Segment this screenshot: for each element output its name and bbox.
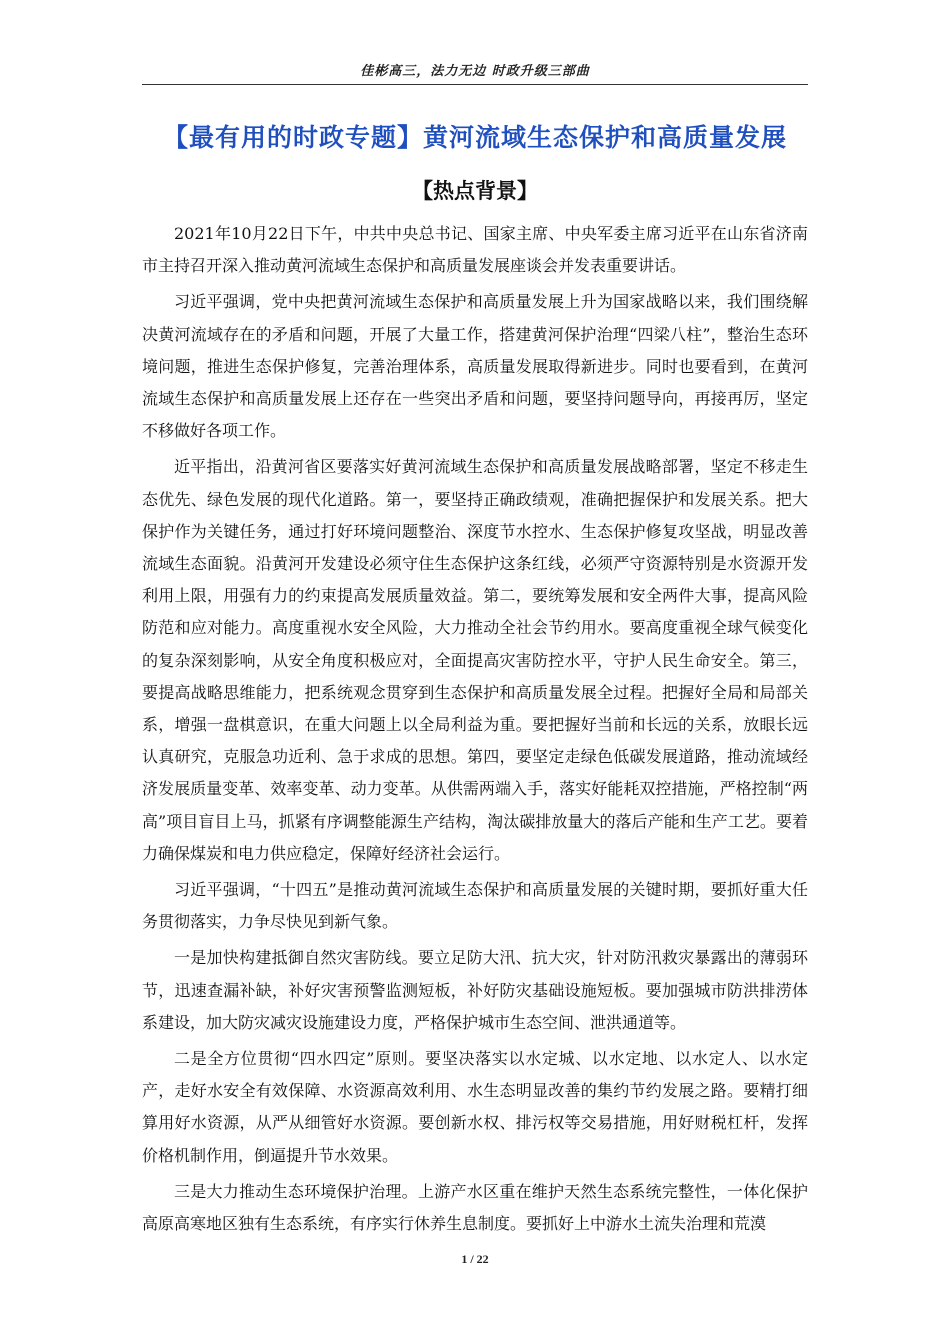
paragraph: 近平指出，沿黄河省区要落实好黄河流域生态保护和高质量发展战略部署，坚定不移走生态优先、绿色发展的现代化道路。第一，要坚持正确政绩观，准确把握保护和发展关系。把大保护作为关键任务，通过打好环境问题整治、深度节水控水、生态保护修复攻坚战，明显改善流域生态面貌。沿黄河开发建设必须守住生态保护这条红线，必须严守资源特别是水资源开发利用上限，用强有力的约束提高发展质量效益。第二，要统筹发展和安全两件大事，提高风险防范和应对能力。高度重视水安全风险，大力推动全社会节约用水。要高度重视全球气候变化的复杂深刻影响，从安全角度积极应对，全面提高灾害防控水平，守护人民生命安全。第三，要提高战略思维能力，把系统观念贯穿到生态保护和高质量发展全过程。把握好全局和局部关系，增强一盘棋意识，在重大问题上以全局利益为重。要把握好当前和长远的关系，放眼长远认真研究，克服急功近利、急于求成的思想。第四，要坚定走绿色低碳发展道路，推动流域经济发展质量变革、效率变革、动力变革。从供需两端入手，落实好能耗双控措施，严格控制“两高”项目盲目上马，抓紧有序调整能源生产结构，淘汰碳排放量大的落后产能和生产工艺。要着力确保煤炭和电力供应稳定，保障好经济社会运行。	[142, 457, 808, 863]
document-body	[142, 218, 808, 1244]
paragraph: 习近平强调，党中央把黄河流域生态保护和高质量发展上升为国家战略以来，我们围绕解决黄河流域存在的矛盾和问题，开展了大量工作，搭建黄河保护治理“四梁八柱”，整治生态环境问题，推进生态保护修复，完善治理体系，高质量发展取得新进步。同时也要看到，在黄河流域生态保护和高质量发展上还存在一些突出矛盾和问题，要坚持问题导向，再接再厉，坚定不移做好各项工作。	[142, 292, 808, 441]
paragraph: 二是全方位贯彻“四水四定”原则。要坚决落实以水定城、以水定地、以水定人、以水定产，走好水安全有效保障、水资源高效利用、水生态明显改善的集约节约发展之路。要精打细算用好水资源，从严从细管好水资源。要创新水权、排污权等交易措施，用好财税杠杆，发挥价格机制作用，倒逼提升节水效果。	[142, 1049, 808, 1165]
page-number: 1 / 22	[461, 1252, 489, 1266]
document-title: 【最有用的时政专题】黄河流域生态保护和高质量发展	[162, 123, 787, 152]
paragraph: 三是大力推动生态环境保护治理。上游产水区重在维护天然生态系统完整性，一体化保护高原高寒地区独有生态系统，有序实行休养生息制度。要抓好上中游水土流失治理和荒漠	[142, 1181, 808, 1234]
paragraph: 2021年10月22日下午，中共中央总书记、国家主席、中央军委主席习近平在山东省济南市主持召开深入推动黄河流域生态保护和高质量发展座谈会并发表重要讲话。	[142, 224, 808, 276]
running-header: 佳彬高三，法力无边 时政升级三部曲	[360, 64, 590, 79]
header-divider	[142, 84, 808, 85]
paragraph: 习近平强调，“十四五”是推动黄河流域生态保护和高质量发展的关键时期，要抓好重大任务贯彻落实，力争尽快见到新气象。	[142, 880, 808, 932]
section-heading: 【热点背景】	[412, 179, 538, 203]
paragraph: 一是加快构建抵御自然灾害防线。要立足防大汛、抗大灾，针对防汛救灾暴露出的薄弱环节，迅速查漏补缺，补好灾害预警监测短板，补好防灾基础设施短板。要加强城市防洪排涝体系建设，加大防灾减灾设施建设力度，严格保护城市生态空间、泄洪通道等。	[142, 948, 808, 1032]
